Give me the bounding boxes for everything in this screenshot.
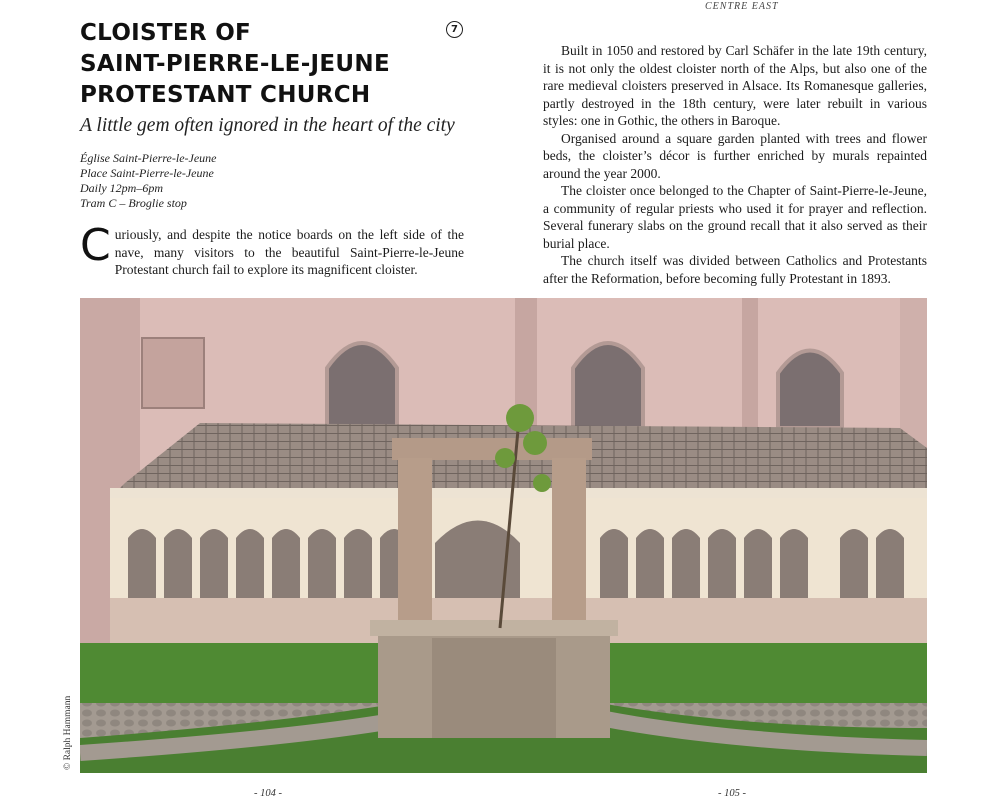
page-title	[80, 18, 480, 111]
body-paragraph-1: Built in 1050 and restored by Carl Schäfer in the late 19th century, it is not only the oldest cloister north of the Alps, but also one of the rare medieval cloisters preserved in Alsace. Its Romanesque galleries, partly destroyed in the 18th century, were later rebuilt in various styles: one in Gothic, the others in Baroque.	[543, 43, 927, 128]
info-transport: Tram C – Broglie stop	[80, 196, 187, 210]
intro-text: uriously, and despite the notice boards on the left side of the nave, many visitors to the beautiful Saint-Pierre-le-Jeune Protestant church fail to explore its magnificent cloister.	[114, 227, 464, 277]
cloister-photo	[80, 298, 927, 773]
section-label: CENTRE EAST	[705, 1, 779, 12]
body-paragraph-2: Organised around a square garden planted with trees and flower beds, the cloister’s décor is further enriched by murals repainted around the year 2000.	[543, 130, 927, 181]
body-paragraph-3: The cloister once belonged to the Chapter of Saint-Pierre-le-Jeune, a community of regular priests who used it for prayer and reflection. Several funerary slabs on the ground recall that it also served as their burial place.	[543, 183, 927, 251]
body-text	[543, 42, 927, 287]
intro-paragraph	[80, 220, 464, 279]
drop-cap: C	[80, 220, 111, 271]
cloister-illustration	[80, 298, 927, 773]
info-hours: Daily 12pm–6pm	[80, 181, 163, 195]
page-number-right: - 105 -	[718, 788, 746, 799]
title-line-1: CLOISTER OF	[80, 20, 252, 46]
page-number-left: - 104 -	[254, 788, 282, 799]
title-line-3: PROTESTANT CHURCH	[80, 82, 371, 108]
info-name: Église Saint-Pierre-le-Jeune	[80, 151, 217, 165]
title-line-2: SAINT-PIERRE-LE-JEUNE	[80, 51, 390, 77]
body-paragraph-4: The church itself was divided between Catholics and Protestants after the Reformation, before becoming fully Protestant in 1893.	[543, 253, 927, 286]
visitor-info	[80, 151, 380, 211]
photo-credit: © Ralph Hammann	[63, 695, 73, 770]
info-address: Place Saint-Pierre-le-Jeune	[80, 166, 214, 180]
site-number-badge: 7	[446, 21, 463, 38]
subtitle: A little gem often ignored in the heart of the city	[80, 115, 455, 136]
